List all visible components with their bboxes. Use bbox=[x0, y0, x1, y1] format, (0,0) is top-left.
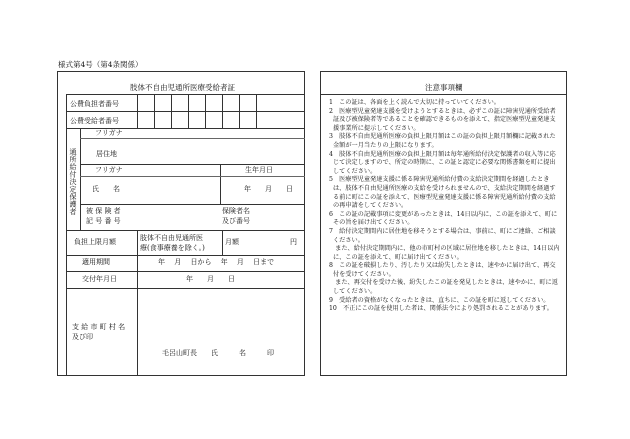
yen-label: 円 bbox=[290, 238, 297, 246]
birthdate-label: 生年月日 bbox=[245, 166, 273, 174]
note-item: 2 医療型児童発達支援を受けようとするときは、必ずこの証に障害児通所受給者証及び被保険者等であることを確認できるものを添えて、指定医療型児童発達支援事業所に提示してください。 bbox=[329, 107, 556, 132]
note-item: 10 不正にこの証を使用した者は、関係法令により処罰されることがあります。 bbox=[329, 305, 553, 313]
municipality-label: 支 給 市 町 村 名 及び印 bbox=[72, 323, 126, 341]
insurer-name-label: 保険者名 及び番号 bbox=[222, 207, 250, 225]
public-recipient-label: 公費受給者番号 bbox=[70, 117, 119, 125]
note-item: また、再交付を受けた後、紛失したこの証を発見したときは、速やかに、町に返してください。 bbox=[329, 279, 558, 296]
public-payer-label: 公費負担者番号 bbox=[70, 100, 119, 108]
valid-period-value: 年 月 日から 年 月 日まで bbox=[158, 258, 275, 266]
guardian-side-label: 通所給付決定保護者 bbox=[69, 148, 77, 216]
issue-date-value: 年 月 日 bbox=[186, 275, 235, 283]
name-label: 氏 名 bbox=[92, 185, 120, 193]
note-item: 1 この証は、各面を上く読んで大切に持っていてください。 bbox=[329, 99, 500, 106]
note-item: また、給付決定期間内に、他の市町村の区域に居住地を移したときは、14日以内に、この証を添えて、町に届け出てください。 bbox=[329, 245, 560, 261]
furigana-label-2: フリガナ bbox=[95, 166, 123, 174]
notes-list bbox=[329, 99, 561, 314]
note-item: 7 給付決定期間内に居住地を移そうとする場合は、事前に、町にご連絡、ご相談ください。 bbox=[329, 227, 556, 244]
note-item: 9 受給者の資格がなくなったときは、直ちに、この証を町に返してください。 bbox=[329, 296, 550, 304]
note-item: 3 肢体不自由児通所医療の負担上限月額はこの証の負担上限月額欄に記載された金額が一月当たりの上限になります。 bbox=[329, 133, 556, 149]
left-title: 肢体不自由児通所医療受給者証 bbox=[130, 83, 235, 92]
note-item: 5 医療型児童発達支援に係る障害児通所給付費の支給決定期間を経過したときは、肢体不自由児通所医療の支給を受けられませんので、支給決定期間を経過する前に町にこの証を添えて、医療型児童発達支援に係る障害児通所給付費の支給の再申請をしてください。 bbox=[329, 176, 556, 210]
mayor-line: 毛呂山町長 氏 名 印 bbox=[162, 349, 274, 357]
form-id: 様式第4号（第4条関係） bbox=[58, 60, 143, 69]
valid-period-label: 適用期間 bbox=[82, 258, 110, 266]
right-title: 注意事項欄 bbox=[425, 83, 463, 92]
note-item: 4 肢体不自由児通所医療の負担上限月額は毎年通所給付決定保護者の収入等に応じて決定しますので、所定の時期に、この証と認定に必要な関係書類を町に提出してください。 bbox=[329, 150, 556, 175]
issue-date-label: 交付年月日 bbox=[82, 275, 117, 283]
note-item: 8 この証を破損したり、汚したり又は紛失したときは、速やかに届け出て、再交付を受けてください。 bbox=[329, 262, 556, 278]
monthly-amount-label: 月額 bbox=[225, 238, 239, 246]
insured-number-label: 被 保 険 者 記 号 番 号 bbox=[86, 207, 121, 225]
residence-label: 居住地 bbox=[96, 150, 117, 158]
note-item: 6 この証の記載事項に変更があったときは、14日以内に、この証を添えて、町にその旨を届け出てください。 bbox=[329, 210, 558, 227]
medical-copay-label: 肢体不自由児通所医 療(食事療養を除く。) bbox=[140, 234, 205, 252]
birthdate-value: 年 月 日 bbox=[244, 185, 293, 193]
furigana-label-1: フリガナ bbox=[95, 129, 123, 137]
copay-limit-label: 負担上限月額 bbox=[74, 238, 116, 246]
